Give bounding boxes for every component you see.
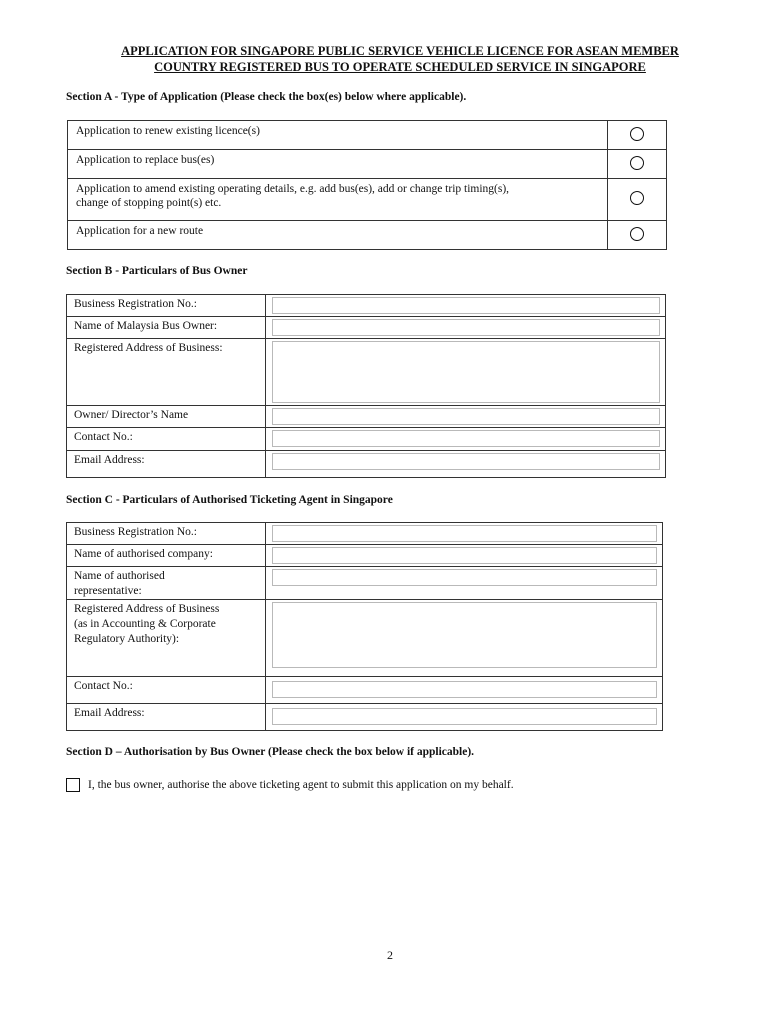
- application-type-label: [68, 150, 608, 179]
- section-a-heading: Section A - Type of Application (Please check the box(es) below where applicable).: [66, 91, 467, 103]
- field-cell: [266, 704, 663, 731]
- application-type-label: [68, 121, 608, 150]
- field-label-line: Email Address:: [74, 454, 145, 466]
- field-label-line: (as in Accounting & Corporate: [74, 618, 216, 630]
- owner-email-input[interactable]: [272, 453, 660, 470]
- application-type-label: [68, 179, 608, 221]
- field-label-line: Business Registration No.:: [74, 526, 197, 538]
- bus-owner-row: [67, 295, 666, 317]
- section-a-table: [67, 120, 667, 250]
- application-type-label-line-1: Application to amend existing operating details, e.g. add bus(es), add or change trip timing(s),: [76, 183, 510, 195]
- field-cell: [266, 428, 666, 451]
- section-d-heading: Section D – Authorisation by Bus Owner (Please check the box below if applicable).: [66, 746, 475, 758]
- new-route-radio[interactable]: [630, 227, 644, 241]
- agent-email-input[interactable]: [272, 708, 657, 725]
- agent-business-reg-no-input[interactable]: [272, 525, 657, 542]
- owner-contact-no-input[interactable]: [272, 430, 660, 447]
- amend-details-radio[interactable]: [630, 191, 644, 205]
- owner-business-reg-no-input[interactable]: [272, 297, 660, 314]
- form-title-line-2: COUNTRY REGISTERED BUS TO OPERATE SCHEDULED SERVICE IN SINGAPORE: [154, 60, 646, 74]
- field-label-line: Owner/ Director’s Name: [74, 409, 189, 421]
- field-cell: [266, 677, 663, 704]
- field-cell: [266, 600, 663, 677]
- application-type-row: [68, 121, 667, 150]
- field-label-line: Business Registration No.:: [74, 298, 197, 310]
- agent-address-input[interactable]: [272, 602, 657, 668]
- application-type-row: [68, 221, 667, 250]
- application-type-label-line-1: Application to replace bus(es): [76, 154, 215, 166]
- field-label: [67, 567, 266, 600]
- field-cell: [266, 545, 663, 567]
- form-title-line-1: APPLICATION FOR SINGAPORE PUBLIC SERVICE VEHICLE LICENCE FOR ASEAN MEMBER: [121, 44, 679, 58]
- field-cell: [266, 406, 666, 428]
- authorisation-label: I, the bus owner, authorise the above ticketing agent to submit this application on my behalf.: [88, 779, 514, 791]
- bus-owner-row: [67, 339, 666, 406]
- ticketing-agent-row: [67, 545, 663, 567]
- field-label-line: Contact No.:: [74, 680, 133, 692]
- ticketing-agent-row: [67, 600, 663, 677]
- field-label: [67, 677, 266, 704]
- bus-owner-row: [67, 406, 666, 428]
- ticketing-agent-row: [67, 523, 663, 545]
- field-label: [67, 523, 266, 545]
- field-label-line: Name of Malaysia Bus Owner:: [74, 320, 218, 332]
- application-type-row: [68, 179, 667, 221]
- renew-licence-radio[interactable]: [630, 127, 644, 141]
- field-cell: [266, 451, 666, 478]
- field-label-line: Name of authorised company:: [74, 548, 213, 560]
- agent-contact-no-input[interactable]: [272, 681, 657, 698]
- field-cell: [266, 567, 663, 600]
- agent-representative-input[interactable]: [272, 569, 657, 586]
- field-label-line: Regulatory Authority):: [74, 633, 180, 645]
- field-label-line: Contact No.:: [74, 431, 133, 443]
- application-type-cell: [608, 221, 667, 250]
- ticketing-agent-row: [67, 567, 663, 600]
- application-type-label: [68, 221, 608, 250]
- field-label-line: representative:: [74, 585, 142, 597]
- authorisation-row: [66, 778, 514, 792]
- field-label: [67, 406, 266, 428]
- section-c-table: [66, 522, 663, 731]
- section-b-table: [66, 294, 666, 478]
- field-label: [67, 451, 266, 478]
- field-label-line: Name of authorised: [74, 570, 165, 582]
- field-label: [67, 428, 266, 451]
- application-type-cell: [608, 179, 667, 221]
- ticketing-agent-row: [67, 704, 663, 731]
- ticketing-agent-row: [67, 677, 663, 704]
- owner-name-input[interactable]: [272, 319, 660, 336]
- field-label: [67, 600, 266, 677]
- field-cell: [266, 295, 666, 317]
- field-label: [67, 317, 266, 339]
- application-type-label-line-1: Application to renew existing licence(s): [76, 125, 260, 137]
- field-label-line: Registered Address of Business:: [74, 342, 223, 354]
- section-c-heading: Section C - Particulars of Authorised Ticketing Agent in Singapore: [66, 494, 393, 506]
- application-type-cell: [608, 150, 667, 179]
- owner-director-name-input[interactable]: [272, 408, 660, 425]
- page-number: 2: [387, 948, 393, 962]
- field-cell: [266, 339, 666, 406]
- field-label-line: Email Address:: [74, 707, 145, 719]
- bus-owner-row: [67, 451, 666, 478]
- application-type-row: [68, 150, 667, 179]
- bus-owner-row: [67, 428, 666, 451]
- application-type-cell: [608, 121, 667, 150]
- application-type-label-line-2: change of stopping point(s) etc.: [76, 197, 222, 209]
- bus-owner-row: [67, 317, 666, 339]
- field-label: [67, 339, 266, 406]
- field-label: [67, 545, 266, 567]
- field-cell: [266, 523, 663, 545]
- owner-address-input[interactable]: [272, 341, 660, 403]
- field-label: [67, 295, 266, 317]
- field-label-line: Registered Address of Business: [74, 603, 220, 615]
- field-cell: [266, 317, 666, 339]
- agent-company-name-input[interactable]: [272, 547, 657, 564]
- replace-bus-radio[interactable]: [630, 156, 644, 170]
- form-title: [70, 43, 730, 75]
- application-type-label-line-1: Application for a new route: [76, 225, 204, 237]
- authorisation-checkbox[interactable]: [66, 778, 80, 792]
- section-b-heading: Section B - Particulars of Bus Owner: [66, 265, 248, 277]
- field-label: [67, 704, 266, 731]
